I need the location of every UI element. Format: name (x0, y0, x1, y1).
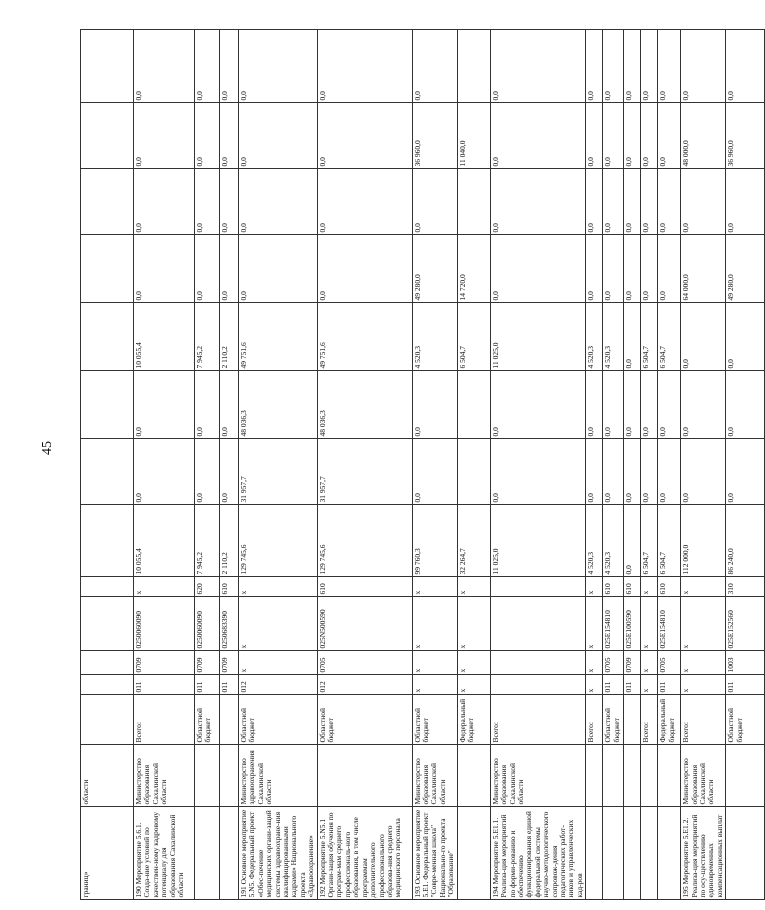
table-cell: х (412, 651, 457, 675)
table-cell: 012 (239, 675, 318, 695)
table-cell: 0,0 (624, 169, 641, 235)
table-cell: 4 520,3 (586, 505, 603, 577)
table-cell: 48 036,3 (239, 371, 318, 439)
table-cell: 4 520,3 (412, 303, 457, 371)
table-cell: 10 055,4 (134, 505, 195, 577)
table-cell (490, 577, 585, 597)
table-cell: 0,0 (195, 169, 220, 235)
table-cell: х (412, 577, 457, 597)
table-cell: 0,0 (658, 169, 681, 235)
table-cell: 2 110,2 (220, 505, 239, 577)
table-row (681, 30, 726, 900)
table-cell: 0,0 (490, 235, 585, 303)
table-cell: 0,0 (195, 103, 220, 169)
table-cell: 610 (658, 577, 681, 597)
table-cell: 025E154810 (603, 597, 624, 651)
table-cell: 0,0 (195, 371, 220, 439)
table-cell: х (586, 577, 603, 597)
table-cell: 193 Основное мероприятие 5.Е1. Федеральный проект "Совре-менная школа" Национально-го проекта "Образование" (412, 807, 457, 900)
table-cell: 14 720,0 (457, 235, 490, 303)
table-cell (220, 745, 239, 807)
table-cell: 0,0 (726, 169, 765, 235)
table-row (586, 30, 603, 900)
table-cell: 0,0 (624, 30, 641, 103)
table-cell: 129 745,6 (239, 505, 318, 577)
table-cell: 0,0 (220, 371, 239, 439)
table-cell: 0,0 (641, 235, 658, 303)
table-cell: 1003 (726, 651, 765, 675)
table-cell: 310 (726, 577, 765, 597)
table-cell: 0,0 (641, 371, 658, 439)
table-cell: 0,0 (239, 30, 318, 103)
table-cell: 0,0 (641, 439, 658, 505)
table-cell: 4 520,3 (603, 303, 624, 371)
table-cell: 190 Мероприятие 5.6.1. Созда-ние условий по качествен-ному кадровому потенциалу для образования Сахалинской области (134, 807, 195, 900)
table-cell: 6 504,7 (641, 505, 658, 577)
table-cell: 6 504,7 (658, 303, 681, 371)
table-row (239, 30, 318, 900)
table-cell: 11 025,0 (490, 303, 585, 371)
table-cell: 6 504,7 (457, 303, 490, 371)
table-cell: Всего: (641, 695, 658, 745)
table-row (317, 30, 412, 900)
table-cell: 0,0 (624, 439, 641, 505)
table-cell: 32 264,7 (457, 505, 490, 577)
table-cell (641, 745, 658, 807)
table-cell: Министерство здравоохранения Сахалинской области (239, 745, 318, 807)
table-cell: х (586, 597, 603, 651)
table-cell: 0,0 (134, 439, 195, 505)
table-cell: 0,0 (624, 235, 641, 303)
table-cell: 0,0 (624, 103, 641, 169)
table-cell: 0,0 (490, 103, 585, 169)
table-cell: Всего: (134, 695, 195, 745)
table-row (412, 30, 457, 900)
table-cell: 48 000,0 (681, 103, 726, 169)
table-cell (490, 675, 585, 695)
table-cell: 6 504,7 (641, 303, 658, 371)
table-cell: 0,0 (658, 371, 681, 439)
table-row (490, 30, 585, 900)
table-cell (603, 807, 624, 900)
table-cell: 0,0 (220, 103, 239, 169)
table-cell: х (681, 651, 726, 675)
header-row (81, 30, 134, 900)
table-cell (220, 807, 239, 900)
table-cell: 011 (603, 675, 624, 695)
table-cell: 0,0 (239, 103, 318, 169)
table-cell: 620 (195, 577, 220, 597)
table-cell: Областной бюджет (317, 695, 412, 745)
table-row (220, 30, 239, 900)
table-cell (220, 695, 239, 745)
table-cell: 0,0 (195, 30, 220, 103)
table-cell: Областной бюджет (239, 695, 318, 745)
table-cell: 99 760,3 (412, 505, 457, 577)
table-cell: 0,0 (726, 30, 765, 103)
table-cell (726, 745, 765, 807)
table-cell (457, 439, 490, 505)
table-cell: 0709 (220, 651, 239, 675)
table-cell: 49 751,6 (317, 303, 412, 371)
table-cell (490, 597, 585, 651)
table-cell: 0705 (603, 651, 624, 675)
table-cell (317, 745, 412, 807)
table-cell (658, 807, 681, 900)
budget-table (80, 29, 765, 900)
table-cell: х (681, 675, 726, 695)
table-cell: 025E154810 (658, 597, 681, 651)
table-cell: х (412, 675, 457, 695)
table-cell: 0,0 (220, 439, 239, 505)
table-cell: 4 520,3 (586, 303, 603, 371)
table-cell (195, 745, 220, 807)
table-cell: Областной бюджет (412, 695, 457, 745)
table-cell: 0250060090 (195, 597, 220, 651)
table-cell: 0,0 (603, 169, 624, 235)
table-cell: Министерство образования Сахалинской области (490, 745, 585, 807)
table-cell: х (641, 597, 658, 651)
table-cell: 7 945,2 (195, 303, 220, 371)
table-cell: 0,0 (624, 303, 641, 371)
table-cell (603, 745, 624, 807)
table-cell: 31 957,7 (239, 439, 318, 505)
table-cell (457, 30, 490, 103)
table-cell: 0,0 (134, 103, 195, 169)
table-cell: х (134, 577, 195, 597)
table-cell: 011 (726, 675, 765, 695)
table-cell: 0,0 (220, 30, 239, 103)
table-cell: Министерство образования Сахалинской области (681, 745, 726, 807)
table-cell: Федеральный бюджет (457, 695, 490, 745)
table-cell: 0,0 (195, 235, 220, 303)
table-cell: 0,0 (586, 371, 603, 439)
table-cell: 11 040,0 (457, 103, 490, 169)
table-cell: 0,0 (412, 439, 457, 505)
table-row (726, 30, 765, 900)
table-cell: 011 (624, 675, 641, 695)
table-row (603, 30, 624, 900)
table-cell: 129 745,6 (317, 505, 412, 577)
table-cell: х (586, 675, 603, 695)
table-cell (195, 807, 220, 900)
table-cell: 86 240,0 (726, 505, 765, 577)
table-cell: 2 110,2 (220, 303, 239, 371)
table-cell: 0,0 (658, 103, 681, 169)
table-cell: 31 957,7 (317, 439, 412, 505)
table-cell: 0,0 (726, 303, 765, 371)
table-cell: 0,0 (641, 169, 658, 235)
table-cell: х (457, 577, 490, 597)
table-cell: 0705 (317, 651, 412, 675)
table-cell: Областной бюджет (603, 695, 624, 745)
table-cell: Всего: (490, 695, 585, 745)
table-cell: 0,0 (603, 439, 624, 505)
table-cell: 0,0 (603, 235, 624, 303)
table-cell (490, 651, 585, 675)
table-cell: 0,0 (317, 30, 412, 103)
table-cell: Областной бюджет (195, 695, 220, 745)
table-cell: х (681, 577, 726, 597)
table-cell: 025E100590 (624, 597, 641, 651)
table-cell: 0,0 (134, 30, 195, 103)
table-cell: 0709 (134, 651, 195, 675)
page-number: 45 (40, 441, 55, 455)
table-cell: 194 Мероприятие 5.Е1.1. Реализа-ция мероприятий по форми-рованию и обеспечению функционирования единой федеральной системы научно-методологического сопровож-дения педагогических работ-ников и управленческих кад-ров (490, 807, 585, 900)
table-cell: 7 945,2 (195, 505, 220, 577)
table-cell: 0,0 (586, 235, 603, 303)
table-cell: Министерство образования Сахалинской области (134, 745, 195, 807)
table-cell: 0,0 (641, 30, 658, 103)
table-cell (457, 169, 490, 235)
table-cell: х (457, 651, 490, 675)
table-cell: 0,0 (586, 103, 603, 169)
table-cell: 36 960,0 (726, 103, 765, 169)
table-cell: 191 Основное мероприятие 5.N5. Федеральный проект «Обес-печение медицинских органи-заций системы здравоохране-ния квалифицированными кадрами» Национального проекта «Здравоохранение» (239, 807, 318, 900)
header-cell: области (81, 745, 134, 807)
table-cell: 0,0 (317, 235, 412, 303)
table-cell: 0,0 (586, 30, 603, 103)
table-cell: 0,0 (726, 371, 765, 439)
table-cell: х (586, 651, 603, 675)
table-cell (586, 807, 603, 900)
table-cell (726, 807, 765, 900)
table-cell: Всего: (681, 695, 726, 745)
table-cell: 0,0 (134, 235, 195, 303)
table-cell: 112 000,0 (681, 505, 726, 577)
table-cell: 025E152560 (726, 597, 765, 651)
table-cell: Областной бюджет (726, 695, 765, 745)
table-cell: 0,0 (681, 371, 726, 439)
table-cell: х (641, 675, 658, 695)
table-cell: 025N500590 (317, 597, 412, 651)
header-cell: границ» (81, 807, 134, 900)
table-row (457, 30, 490, 900)
table-cell: 0,0 (603, 371, 624, 439)
table-cell: 0,0 (134, 169, 195, 235)
table-cell: х (457, 675, 490, 695)
table-cell: 011 (195, 675, 220, 695)
table-row (641, 30, 658, 900)
rotated-table-container (80, 30, 744, 900)
table-cell: 0,0 (641, 103, 658, 169)
table-cell: 0,0 (490, 30, 585, 103)
table-cell (586, 745, 603, 807)
table-cell: 0,0 (239, 235, 318, 303)
table-cell: х (239, 651, 318, 675)
table-cell: 0,0 (317, 169, 412, 235)
table-cell: 36 960,0 (412, 103, 457, 169)
table-cell: 0250060090 (134, 597, 195, 651)
table-cell (624, 807, 641, 900)
table-cell: 0,0 (658, 30, 681, 103)
table-cell: 0,0 (658, 235, 681, 303)
table-cell: х (239, 577, 318, 597)
table-cell (457, 371, 490, 439)
table-row (134, 30, 195, 900)
table-cell: 192 Мероприятие 5.N5.1 Органи-зация обучения по програм-мам среднего профессиональ-ного образования, в том числе программам дополнительного профессионального образова-ния среднего медицинского персонала (317, 807, 412, 900)
table-cell: 0,0 (317, 103, 412, 169)
table-cell: 0705 (658, 651, 681, 675)
table-cell: 610 (603, 577, 624, 597)
table-row (658, 30, 681, 900)
table-cell: 610 (220, 577, 239, 597)
table-cell: 0,0 (681, 303, 726, 371)
table-cell: Министерство образования Сахалинской области (412, 745, 457, 807)
table-cell: 0,0 (681, 30, 726, 103)
table-cell: х (641, 577, 658, 597)
table-cell: 0,0 (726, 439, 765, 505)
table-cell: 0,0 (603, 103, 624, 169)
table-cell: 11 025,0 (490, 505, 585, 577)
table-cell: х (412, 597, 457, 651)
table-cell: 011 (220, 675, 239, 695)
table-cell: х (641, 651, 658, 675)
table-row (195, 30, 220, 900)
table-cell: 0,0 (681, 439, 726, 505)
table-cell (641, 807, 658, 900)
table-cell: х (681, 597, 726, 651)
table-cell: 0,0 (490, 439, 585, 505)
table-cell: 0,0 (658, 439, 681, 505)
table-cell: х (457, 597, 490, 651)
table-cell: 48 036,3 (317, 371, 412, 439)
table-cell: 0709 (195, 651, 220, 675)
table-cell (457, 807, 490, 900)
table-cell: 0,0 (220, 235, 239, 303)
table-cell: 0,0 (412, 371, 457, 439)
table-cell: 0,0 (412, 30, 457, 103)
table-cell: 10 055,4 (134, 303, 195, 371)
table-cell: 0709 (624, 651, 641, 675)
table-cell (658, 745, 681, 807)
table-cell: 4 520,3 (603, 505, 624, 577)
table-cell: 0,0 (681, 169, 726, 235)
table-cell: 195 Мероприятие 5.Е1.2. Реализа-ция мероприятий по осу-ществлению единовременных компенсационных выплат (681, 807, 726, 900)
table-cell: 610 (624, 577, 641, 597)
table-cell: 012 (317, 675, 412, 695)
table-cell: 0,0 (624, 505, 641, 577)
table-cell: 0,0 (490, 371, 585, 439)
table-cell: 0,0 (412, 169, 457, 235)
table-cell (457, 745, 490, 807)
table-cell: 49 280,0 (412, 235, 457, 303)
table-cell: 0,0 (624, 371, 641, 439)
table-cell: Всего: (586, 695, 603, 745)
table-cell: 011 (658, 675, 681, 695)
table-cell: 0,0 (490, 169, 585, 235)
table-cell: 610 (317, 577, 412, 597)
table-cell: 6 504,7 (658, 505, 681, 577)
table-cell: 0,0 (586, 169, 603, 235)
table-cell: х (239, 597, 318, 651)
table-cell: 0,0 (603, 30, 624, 103)
table-cell: 0,0 (239, 169, 318, 235)
table-cell: 0,0 (586, 439, 603, 505)
table-cell: 0250683390 (220, 597, 239, 651)
table-cell: 011 (134, 675, 195, 695)
table-cell: 0,0 (220, 169, 239, 235)
table-cell: 0,0 (195, 439, 220, 505)
table-cell: 64 000,0 (681, 235, 726, 303)
table-cell (624, 745, 641, 807)
table-row (624, 30, 641, 900)
table-cell: 0,0 (134, 371, 195, 439)
table-cell (624, 695, 641, 745)
table-cell: 49 280,0 (726, 235, 765, 303)
table-cell: 49 751,6 (239, 303, 318, 371)
table-cell: Федеральный бюджет (658, 695, 681, 745)
